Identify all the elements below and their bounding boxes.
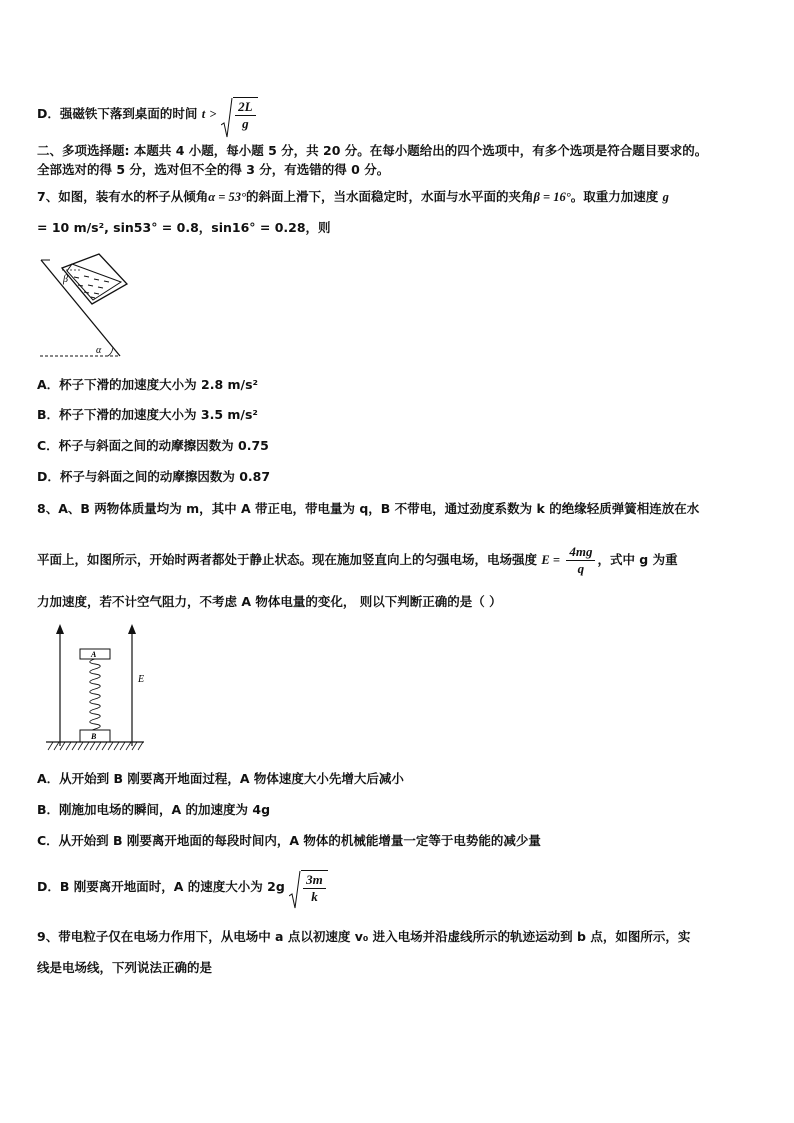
sqrt-3m-over-k — [289, 870, 328, 905]
q7-alpha: α = 53° — [208, 190, 246, 204]
q8-figure-spring — [40, 622, 160, 756]
frac-den: k — [311, 889, 318, 904]
q7-option-a[interactable]: A．杯子下滑的加速度大小为 2.8 m/s² — [37, 377, 259, 392]
radical-sign-icon — [289, 870, 301, 910]
q8-option-c[interactable]: C．从开始到 B 刚要离开地面的每段时间内，A 物体的机械能增量一定等于电势能的减少量 — [37, 833, 541, 848]
q7-g: g — [662, 190, 669, 204]
q8-E-den: q — [577, 561, 585, 576]
q9-line2: 线是电场线，下列说法正确的是 — [37, 960, 213, 975]
q7-option-b[interactable]: B．杯子下滑的加速度大小为 3.5 m/s² — [37, 407, 258, 422]
radical-sign-icon — [221, 97, 233, 139]
q7-text-b: 的斜面上滑下，当水面稳定时，水面与水平面的夹角 — [246, 189, 534, 204]
frac-num: 3m — [303, 872, 326, 889]
q8-line3: 力加速度，若不计空气阻力，不考虑 A 物体电量的变化， 则以下判断正确的是（ ） — [37, 594, 502, 609]
q8-fig-E-label: E — [138, 674, 145, 685]
section2-line1: 二、多项选择题: 本题共 4 小题，每小题 5 分，共 20 分。在每小题给出的四个选项中，有多个选项是符合题目要求的。 — [37, 143, 708, 158]
q7-option-c[interactable]: C．杯子与斜面之间的动摩擦因数为 0.75 — [37, 438, 269, 453]
q8-line1: 8、A、B 两物体质量均为 m，其中 A 带正电，带电量为 q，B 不带电，通过劲度系数为 k 的绝缘轻质弹簧相连放在水 — [37, 501, 700, 516]
q8-option-b[interactable]: B．刚施加电场的瞬间，A 的加速度为 4g — [37, 802, 271, 817]
q8-E-eq: E = — [541, 553, 560, 567]
q7-figure-incline — [36, 252, 136, 362]
q7-line2: = 10 m/s², sin53° = 0.8，sin16° = 0.28，则 — [37, 220, 331, 235]
q7-text-a: 7、如图，装有水的杯子从倾角 — [37, 189, 209, 204]
frac-num: 2L — [235, 99, 255, 116]
var-t: t — [201, 107, 206, 121]
q8-fig-B-label: B — [91, 732, 97, 741]
q8-fig-A-label: A — [91, 650, 97, 659]
q8-option-d[interactable] — [37, 870, 328, 905]
q7-beta: β = 16° — [533, 190, 571, 204]
q8-option-a[interactable]: A．从开始到 B 刚要离开地面过程，A 物体速度大小先增大后减小 — [37, 771, 404, 786]
q7-text-c: 。取重力加速度 — [570, 189, 659, 204]
q8-option-d-text: D．B 刚要离开地面时，A 的速度大小为 2g — [37, 879, 285, 894]
option-label: D． — [37, 106, 60, 121]
sqrt-2L-over-g — [221, 97, 257, 132]
gt-sign: > — [209, 107, 217, 121]
q7-fig-beta-label: β — [63, 274, 68, 285]
frac-den: g — [242, 116, 249, 131]
q9-line1: 9、带电粒子仅在电场力作用下，从电场中 a 点以初速度 v₀ 进入电场并沿虚线所示的轨迹运动到 b 点，如图所示，实 — [37, 929, 691, 944]
q8-E-fraction — [566, 544, 595, 577]
section2-line2: 全部选对的得 5 分，选对但不全的得 3 分，有选错的得 0 分。 — [37, 162, 390, 177]
prev-option-d — [37, 97, 258, 132]
q7-line1 — [37, 188, 669, 206]
q8-E-num: 4mg — [566, 544, 595, 561]
option-text: 强磁铁下落到桌面的时间 — [59, 106, 198, 121]
q8-text-b: ，式中 g 为重 — [597, 552, 678, 567]
q8-line2 — [37, 544, 678, 577]
q7-option-d[interactable]: D．杯子与斜面之间的动摩擦因数为 0.87 — [37, 469, 271, 484]
q7-fig-alpha-label: α — [96, 345, 102, 356]
q8-text-a: 平面上，如图所示，开始时两者都处于静止状态。现在施加竖直向上的匀强电场，电场强度 — [37, 552, 538, 567]
